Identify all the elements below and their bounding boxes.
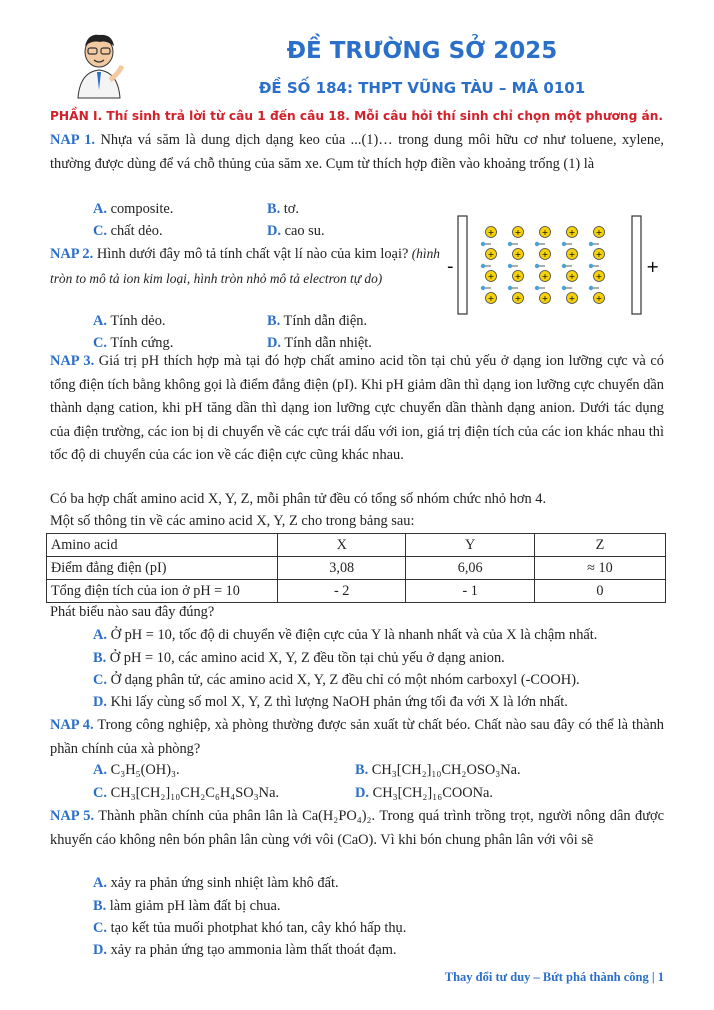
q3-option-c[interactable]: C. Ở dạng phân tử, các amino acid X, Y, Z đều chỉ có một nhóm carboxyl (-COOH). [93, 672, 580, 688]
table-header: Amino acid [47, 534, 278, 557]
page-title: ĐỀ TRƯỜNG SỞ 2025 [286, 38, 558, 64]
ion-charge-label: + [541, 272, 549, 281]
q4-option-b[interactable]: B. CH₃[CH₂]₁₀CH₂OSO₃Na. [355, 762, 521, 778]
table-cell: - 1 [406, 580, 534, 603]
exam-subtitle: ĐỀ SỐ 184: THPT VŨNG TÀU – MÃ 0101 [258, 79, 586, 97]
footer-slogan: Thay đổi tư duy – Bứt phá thành công [444, 970, 649, 984]
question-4 [50, 714, 664, 761]
question-number: NAP 1. [50, 132, 96, 148]
q5-option-d[interactable]: D. xảy ra phản ứng tạo ammonia làm thất thoát đạm. [93, 942, 397, 958]
q3-ask: Phát biểu nào sau đây đúng? [50, 604, 215, 620]
q4-option-c[interactable]: C. CH₃[CH₂]₁₀CH₂C₆H₄SO₃Na. [93, 785, 280, 801]
q1-option-b[interactable]: B. tơ. [267, 201, 300, 217]
table-header: Z [534, 534, 665, 557]
q3-option-b[interactable]: B. Ở pH = 10, các amino acid X, Y, Z đều tồn tại chủ yếu ở dạng anion. [93, 650, 505, 666]
ion-charge-label: + [487, 272, 495, 281]
question-1 [50, 129, 664, 176]
free-electron [481, 264, 485, 268]
amino-acid-table [46, 533, 666, 603]
question-number: NAP 4. [50, 717, 94, 733]
table-header: X [278, 534, 406, 557]
page-footer [445, 970, 664, 985]
table-header: Y [406, 534, 534, 557]
free-electron [508, 242, 512, 246]
footer-separator: | [648, 970, 658, 984]
free-electron [481, 242, 485, 246]
ion-charge-label: + [595, 228, 603, 237]
q2-option-b[interactable]: B. Tính dẫn điện. [267, 313, 368, 329]
table-cell: Tổng điện tích của ion ở pH = 10 [47, 580, 278, 603]
table-cell: ≈ 10 [534, 557, 665, 580]
ion-charge-label: + [595, 272, 603, 281]
left-electrode [458, 216, 467, 314]
q1-option-a[interactable]: A. composite. [93, 201, 174, 217]
q2-option-d[interactable]: D. Tính dẫn nhiệt. [267, 335, 372, 351]
q5-option-a[interactable]: A. xảy ra phản ứng sinh nhiệt làm khô đất. [93, 875, 339, 891]
question-5 [50, 805, 664, 852]
part-heading: PHẦN I. Thí sinh trả lời từ câu 1 đến câu 18. Mỗi câu hỏi thí sinh chỉ chọn một phương án. [50, 109, 664, 123]
ion-charge-label: + [541, 294, 549, 303]
free-electron [562, 286, 566, 290]
page-number: 1 [657, 970, 664, 984]
q4-option-a[interactable]: A. C₃H₅(OH)₃. [93, 762, 180, 778]
question-text: Nhựa vá săm là dung dịch dạng keo của ...(1)… trong dung môi hữu cơ như toluene, xylene, thường được dùng để vá chỗ thủng của săm xe. Cụm từ thích hợp điền vào khoảng trống (1) là [50, 132, 665, 172]
q2-option-a[interactable]: A. Tính dẻo. [93, 313, 166, 329]
ion-charge-label: + [595, 250, 603, 259]
ion-charge-label: + [514, 294, 522, 303]
q5-option-b[interactable]: B. làm giảm pH làm đất bị chua. [93, 898, 281, 914]
minus-sign: - [447, 256, 454, 277]
q3-option-d[interactable]: D. Khi lấy cùng số mol X, Y, Z thì lượng NaOH phản ứng tối đa với X là lớn nhất. [93, 694, 568, 710]
ion-charge-label: + [595, 294, 603, 303]
table-row [47, 580, 666, 603]
q3-line-3: Một số thông tin về các amino acid X, Y, Z cho trong bảng sau: [50, 513, 415, 529]
table-cell: 3,08 [278, 557, 406, 580]
ion-charge-label: + [487, 250, 495, 259]
ion-charge-label: + [568, 250, 576, 259]
table-cell: 6,06 [406, 557, 534, 580]
right-electrode [632, 216, 641, 314]
q3-option-a[interactable]: A. Ở pH = 10, tốc độ di chuyển về điện cực của Y là nhanh nhất và của X là chậm nhất. [93, 627, 598, 643]
table-cell: - 2 [278, 580, 406, 603]
ion-charge-label: + [514, 250, 522, 259]
free-electron [589, 264, 593, 268]
metal-conduction-diagram [446, 214, 668, 320]
ion-charge-label: + [568, 272, 576, 281]
free-electron [481, 286, 485, 290]
free-electron [589, 242, 593, 246]
ion-charge-label: + [541, 228, 549, 237]
ion-charge-label: + [568, 294, 576, 303]
ion-charge-label: + [514, 228, 522, 237]
free-electron [535, 264, 539, 268]
question-number: NAP 2. [50, 246, 94, 262]
table-header-row [47, 534, 666, 557]
question-text: Thành phần chính của phân lân là Ca(H₂PO₄)₂. Trong quá trình trồng trọt, người nông dân được khuyến cáo không nên bón phân lân cùng với vôi (CaO). Vì khi bón chung phân lân với vôi sẽ [50, 808, 664, 848]
q1-option-c[interactable]: C. chất dẻo. [93, 223, 163, 239]
q3-line-2: Có ba hợp chất amino acid X, Y, Z, mỗi phân tử đều có tổng số nhóm chức nhỏ hơn 4. [50, 491, 547, 507]
question-note: (hình tròn to mô tả ion kim loại, hình tròn nhỏ mô tả electron tự do) [50, 246, 440, 286]
free-electron [562, 242, 566, 246]
free-electron [508, 264, 512, 268]
question-text: Trong công nghiệp, xà phòng thường được sản xuất từ chất béo. Chất nào sau đây có thể là thành phần chính của xà phòng? [50, 717, 664, 757]
ion-charge-label: + [568, 228, 576, 237]
question-3 [50, 350, 664, 468]
q2-option-c[interactable]: C. Tính cứng. [93, 335, 174, 351]
free-electron [589, 286, 593, 290]
free-electron [535, 242, 539, 246]
question-number: NAP 5. [50, 808, 95, 824]
plus-sign: + [646, 257, 660, 276]
question-text: Giá trị pH thích hợp mà tại đó hợp chất amino acid tồn tại chủ yếu ở dạng ion lưỡng cực và có tổng điện tích bằng không gọi là điểm đẳng điện (pI). Khi pH giảm dần thì dạng ion lưỡng cực chuyển dần thành dạng cation, khi pH tăng dần thì dạng ion lưỡng cực chuyển dần thành dạng anion. Dưới tác dụng của điện trường, các ion bị di chuyển về các cực trái dấu với ion, giá trị điện tích của các ion khác nhau thì tốc độ di chuyển của các ion về các điện cực cũng khác nhau. [50, 353, 665, 463]
ion-charge-label: + [514, 272, 522, 281]
ion-charge-label: + [487, 228, 495, 237]
q1-option-d[interactable]: D. cao su. [267, 223, 325, 239]
free-electron [562, 264, 566, 268]
ion-charge-label: + [541, 250, 549, 259]
ion-charge-label: + [487, 294, 495, 303]
free-electron [508, 286, 512, 290]
question-2 [50, 242, 440, 291]
table-cell: Điểm đẳng điện (pI) [47, 557, 278, 580]
free-electron [535, 286, 539, 290]
table-row [47, 557, 666, 580]
question-text: Hình dưới đây mô tả tính chất vật lí nào của kim loại? [93, 246, 409, 262]
table-cell: 0 [534, 580, 665, 603]
q4-option-d[interactable]: D. CH₃[CH₂]₁₆COONa. [355, 785, 493, 801]
question-number: NAP 3. [50, 353, 95, 369]
q5-option-c[interactable]: C. tạo kết tủa muối photphat khó tan, cây khó hấp thụ. [93, 920, 407, 936]
